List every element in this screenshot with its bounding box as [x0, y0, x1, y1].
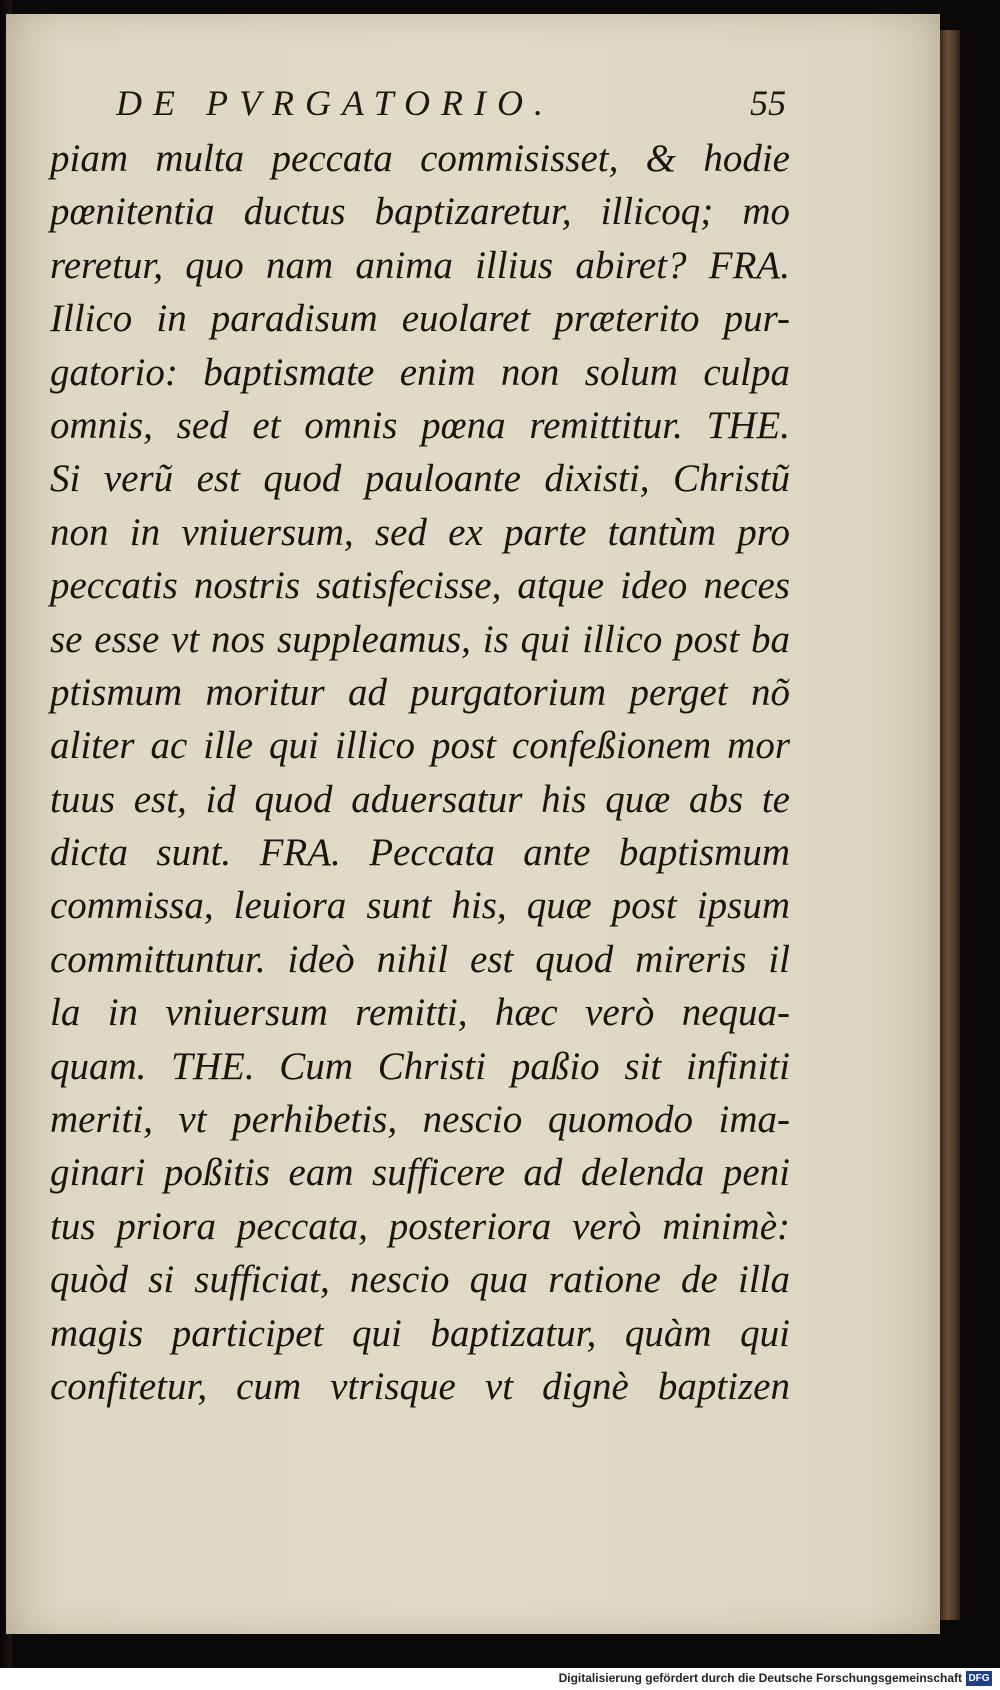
page-number: 55 [750, 83, 786, 123]
text-line: meriti, vt perhibetis, nescio quomodo ima- [50, 1098, 790, 1142]
text-line: ptismum moritur ad purgatorium perget nõ [50, 670, 790, 714]
text-line: committuntur. ideò nihil est quod mireris il [50, 937, 790, 981]
footer-credit: Digitalisierung gefördert durch die Deutsche Forschungsgemeinschaft [558, 1671, 962, 1685]
text-line: piam multa peccata commisisset, & hodie [50, 137, 790, 180]
running-head: DE PVRGATORIO. [116, 83, 554, 123]
text-line: non in vniuersum, sed ex parte tantùm pro [50, 510, 790, 554]
text-line: pœnitentia ductus baptizaretur, illicoq; mo [50, 190, 790, 234]
digitization-footer [0, 1668, 1000, 1690]
dfg-logo-icon: DFG [966, 1671, 992, 1686]
text-line: Illico in paradisum euolaret præterito pur- [50, 297, 790, 341]
text-line: omnis, sed et omnis pœna remittitur. THE. [50, 403, 790, 447]
text-line: quòd si sufficiat, nescio qua ratione de illa [50, 1258, 790, 1302]
text-line: la in vniuersum remitti, hæc verò nequa- [50, 991, 790, 1035]
body-text [50, 132, 790, 1413]
text-line: gatorio: baptismate enim non solum culpa [50, 350, 790, 394]
book-page [6, 14, 940, 1634]
page-header [116, 82, 786, 126]
text-line: confitetur, cum vtrisque vt dignè baptizen [50, 1364, 790, 1408]
text-line: tus priora peccata, posteriora verò minimè: [50, 1204, 790, 1248]
text-line: aliter ac ille qui illico post confeßionem mor [50, 724, 790, 768]
book-fore-edge [940, 30, 960, 1620]
text-line: Si verũ est quod pauloante dixisti, Christũ [50, 457, 790, 501]
text-line: peccatis nostris satisfecisse, atque ideo neces [50, 564, 790, 608]
text-line: reretur, quo nam anima illius abiret? FRA. [50, 243, 790, 287]
text-line: commissa, leuiora sunt his, quæ post ipsum [50, 884, 790, 928]
text-line: tuus est, id quod aduersatur his quæ abs te [50, 777, 790, 821]
text-line: dicta sunt. FRA. Peccata ante baptismum [50, 831, 790, 875]
text-line: se esse vt nos suppleamus, is qui illico post ba [50, 617, 790, 661]
text-line: quam. THE. Cum Christi paßio sit infiniti [50, 1044, 790, 1088]
text-line: magis participet qui baptizatur, quàm qui [50, 1311, 790, 1355]
text-line: ginari poßitis eam sufficere ad delenda peni [50, 1151, 790, 1195]
